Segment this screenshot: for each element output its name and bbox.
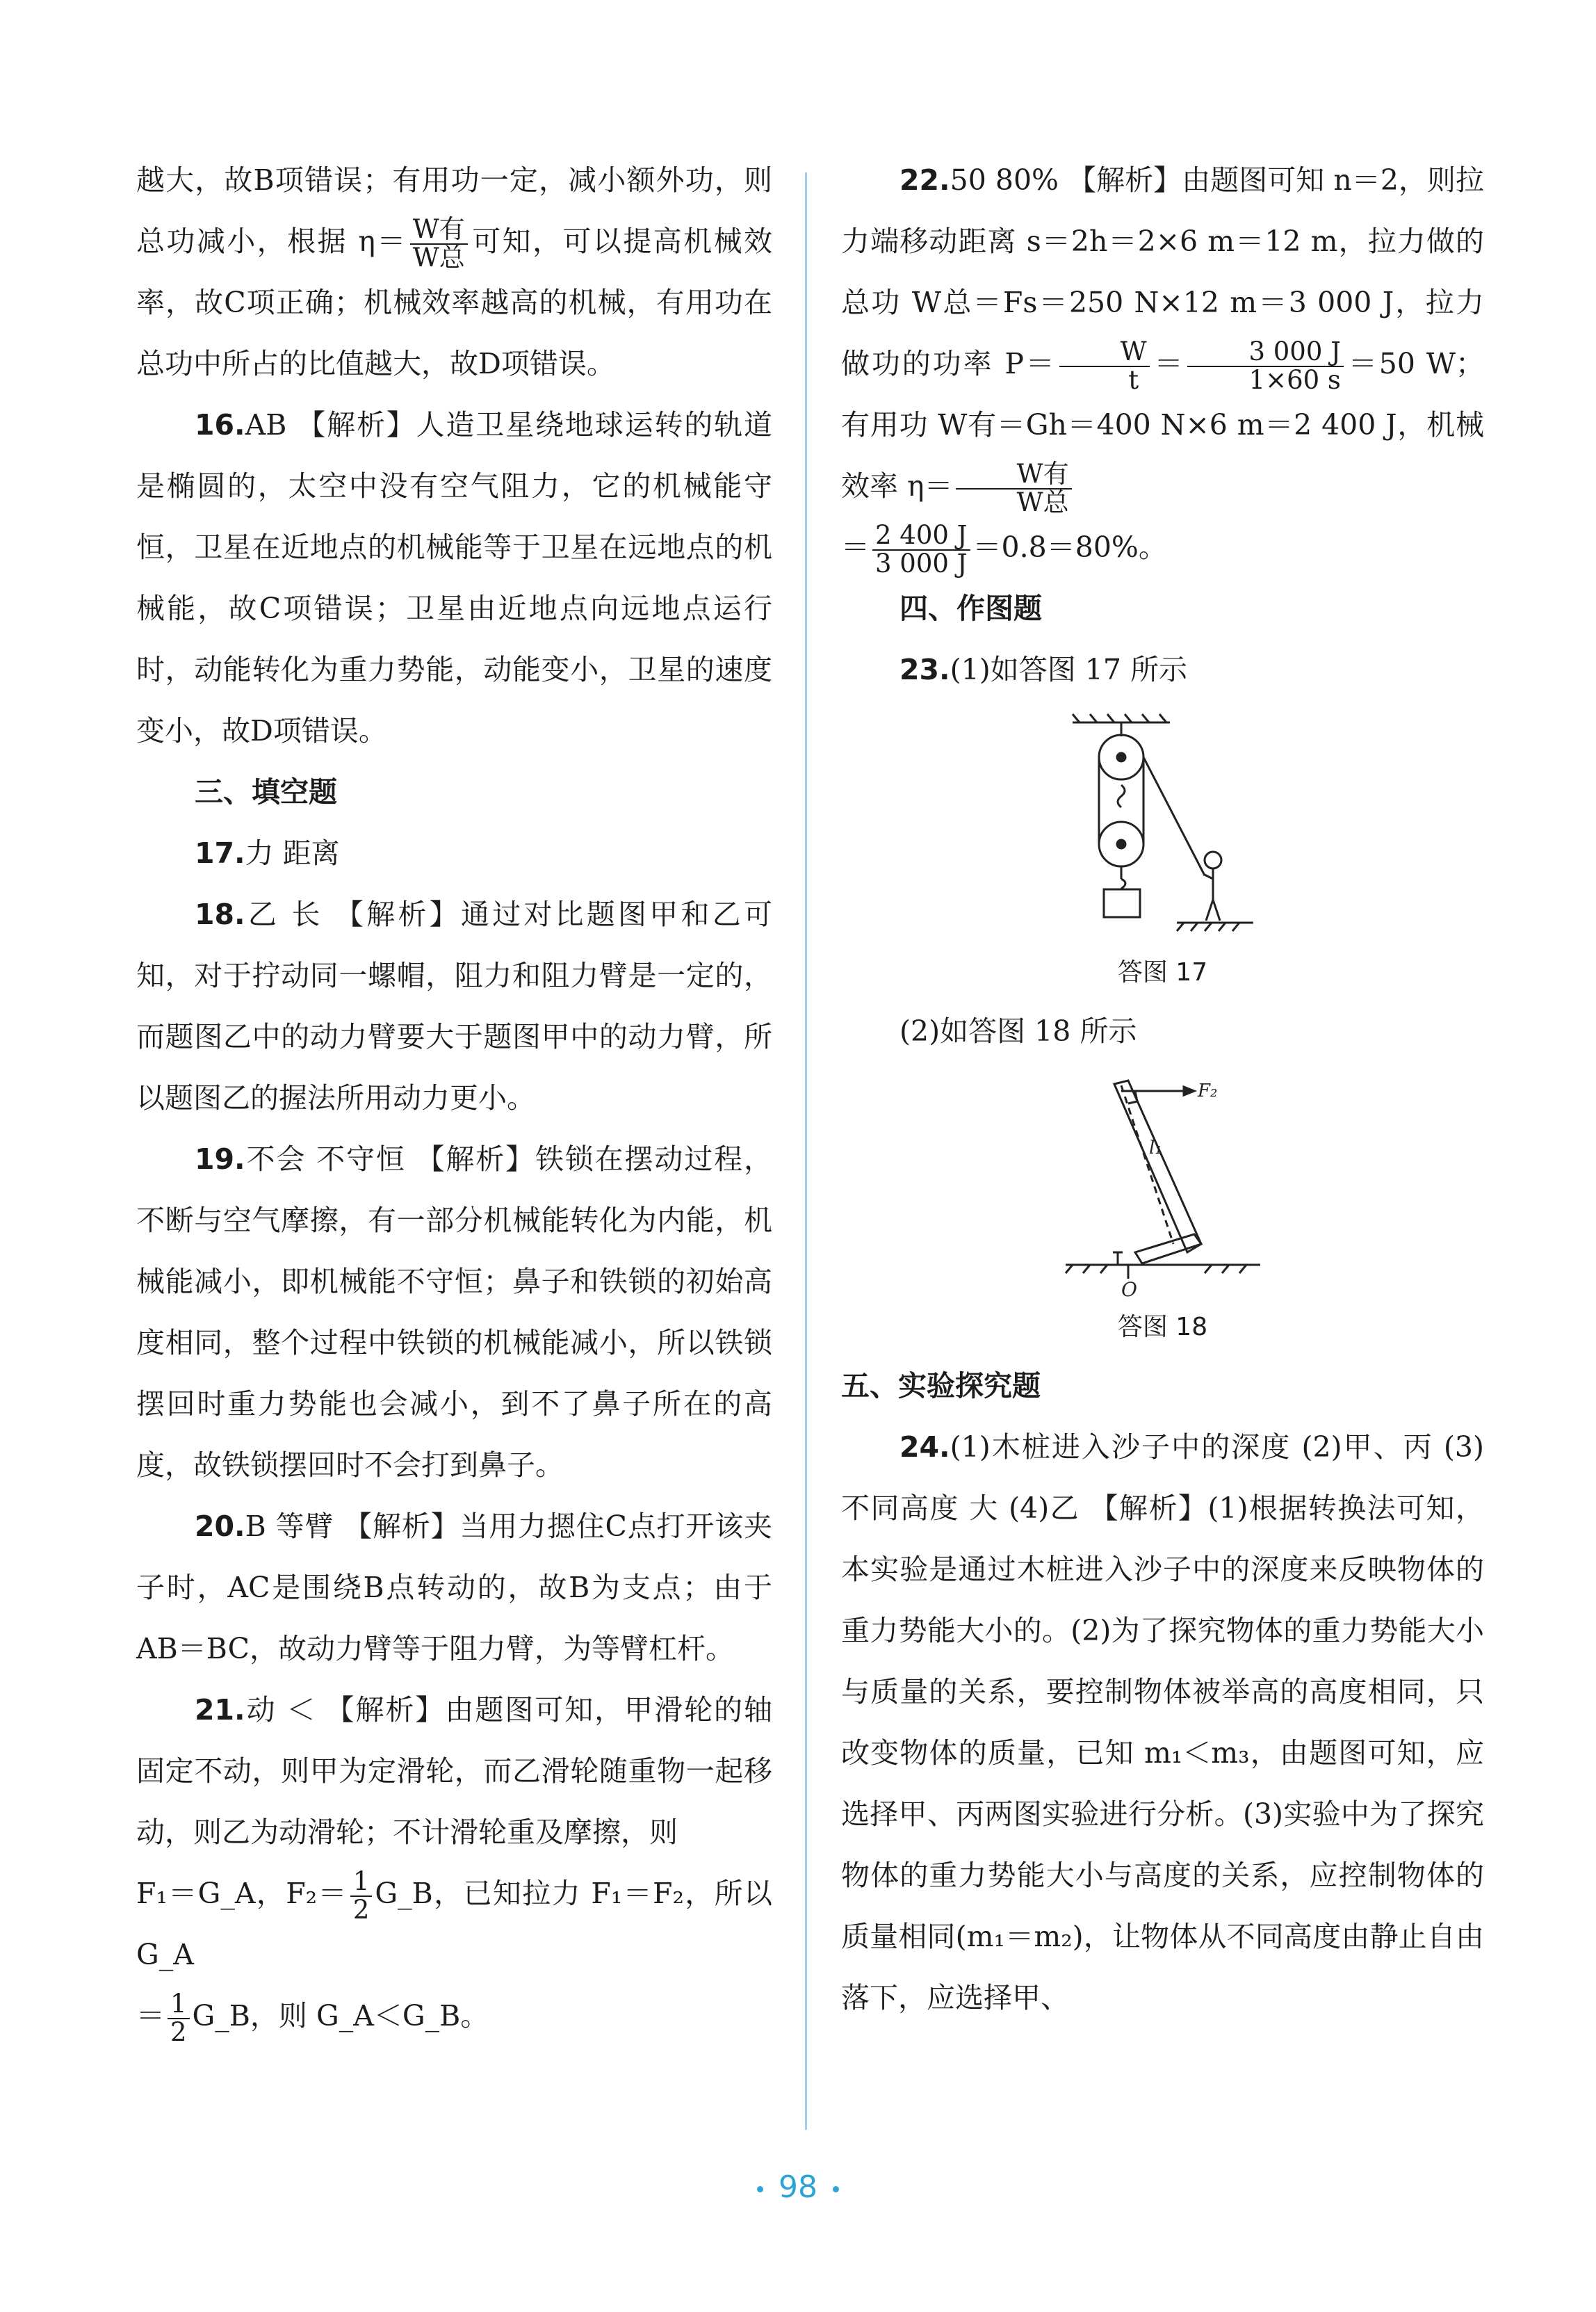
- efficiency-fraction: $\frac{\text{W有}}{\text{W总}}$: [410, 216, 468, 272]
- q21-formula-1: F₁＝G_A，F₂＝ $\frac{1}{2}$ G_B，已知拉力 F₁＝F₂，所以G_A: [136, 1866, 772, 1971]
- q22-result: ＝ $\frac{2 400 J}{3 000 J}$ ＝0.8＝80%。: [841, 519, 1167, 579]
- efficiency-value-fraction: $\frac{2 400 J}{3 000 J}$: [872, 522, 970, 578]
- q22-answer: 22.50 80% 【解析】由题图可知 n＝2，则拉力端移动距离 s＝2h＝2×6 m＝12 m，拉力做的总功 W总＝Fs＝250 N×12 m＝3 000 J，拉力做功的功率 P＝ $\frac{W}{t}$ ＝ $\frac{3 000 J}{1\times 60 s}$ ＝50 W；有用功 W有＝Gh＝400 N×6 m＝2 400 J，机械效率 η＝ $\frac{\text{W有}}{\text{W总}}$: [841, 163, 1484, 517]
- section-experiment: 五、实验探究题: [841, 1369, 1041, 1402]
- lever-figure-18: [1052, 1070, 1274, 1300]
- q15-continuation: 越大，故B项错误；有用功一定，减小额外功，则总功减小，根据 η＝ $\frac{\text{W有}}{\text{W总}}$ 可知，可以提高机械效率，故C项正确；机械效率越高的机械，有用功在总功中所占的比值越大，故D项错误。: [136, 163, 772, 380]
- dot-icon: [757, 2186, 763, 2192]
- q21-answer: 21.动 ＜ 【解析】由题图可知，甲滑轮的轴固定不动，则甲为定滑轮，而乙滑轮随重物一起移动，则乙为动滑轮；不计滑轮重及摩擦，则: [136, 1693, 772, 1849]
- column-divider: [805, 172, 807, 2130]
- dot-icon: [833, 2186, 839, 2192]
- half-fraction: $\frac{1}{2}$: [168, 1991, 190, 2046]
- label-f2: F₂: [1197, 1081, 1217, 1101]
- half-fraction: $\frac{1}{2}$: [350, 1868, 373, 1924]
- q17-answer: 17.力 距离: [195, 836, 340, 870]
- section-fill-blank: 三、填空题: [195, 775, 337, 809]
- pulley-figure-17: [1059, 709, 1267, 945]
- right-column: [841, 149, 1484, 2028]
- q24-answer: 24.(1)木桩进入沙子中的深度 (2)甲、丙 (3)不同高度 大 (4)乙 【解析】(1)根据转换法可知，本实验是通过木桩进入沙子中的深度来反映物体的重力势能大小的。(2)为了探究物体的重力势能大小与质量的关系，要控制物体被举高的高度相同，只改变物体的质量，已知 m₁＜m₃，由题图可知，应选择甲、丙两图实验进行分析。(3)实验中为了探究物体的重力势能大小与高度的关系，应控制物体的质量相同(m₁＝m₂)，让物体从不同高度由静止自由落下，应选择甲、: [841, 1430, 1484, 2014]
- left-column: [136, 149, 772, 2046]
- q18-answer: 18.乙 长 【解析】通过对比题图甲和乙可知，对于拧动同一螺帽，阻力和阻力臂是一定的，而题图乙中的动力臂要大于题图甲中的动力臂，所以题图乙的握法所用动力更小。: [136, 898, 772, 1115]
- efficiency-fraction: $\frac{\text{W有}}{\text{W总}}$: [956, 461, 1072, 517]
- page-number: 98: [0, 2169, 1596, 2205]
- fig17-caption: 答图 17: [1117, 958, 1208, 987]
- power-fraction: $\frac{W}{t}$: [1059, 339, 1150, 394]
- q20-answer: 20.B 等臂 【解析】当用力摁住C点打开该夹子时，AC是围绕B点转动的，故B为支点；由于AB＝BC，故动力臂等于阻力臂，为等臂杠杆。: [136, 1510, 772, 1665]
- q23-part2: (2)如答图 18 所示: [899, 1014, 1137, 1048]
- label-o: O: [1121, 1278, 1137, 1300]
- fig18-caption: 答图 18: [1117, 1313, 1208, 1341]
- section-drawing: 四、作图题: [899, 592, 1042, 625]
- power-value-fraction: $\frac{3 000 J}{1\times 60 s}$: [1187, 339, 1344, 394]
- q23-part1: 23.(1)如答图 17 所示: [899, 653, 1187, 686]
- q19-answer: 19.不会 不守恒 【解析】铁锁在摆动过程，不断与空气摩擦，有一部分机械能转化为内能，机械能减小，即机械能不守恒；鼻子和铁锁的初始高度相同，整个过程中铁锁的机械能减小，所以铁锁摆回时重力势能也会减小，到不了鼻子所在的高度，故铁锁摆回时不会打到鼻子。: [136, 1142, 772, 1482]
- label-l1: l₁: [1148, 1138, 1162, 1158]
- q16-answer: 16.AB 【解析】人造卫星绕地球运转的轨道是椭圆的，太空中没有空气阻力，它的机械能守恒，卫星在近地点的机械能等于卫星在远地点的机械能，故C项错误；卫星由近地点向远地点运行时，动能转化为重力势能，动能变小，卫星的速度变小，故D项错误。: [136, 408, 772, 747]
- q21-formula-2: ＝ $\frac{1}{2}$ G_B，则 G_A＜G_B。: [136, 1988, 489, 2047]
